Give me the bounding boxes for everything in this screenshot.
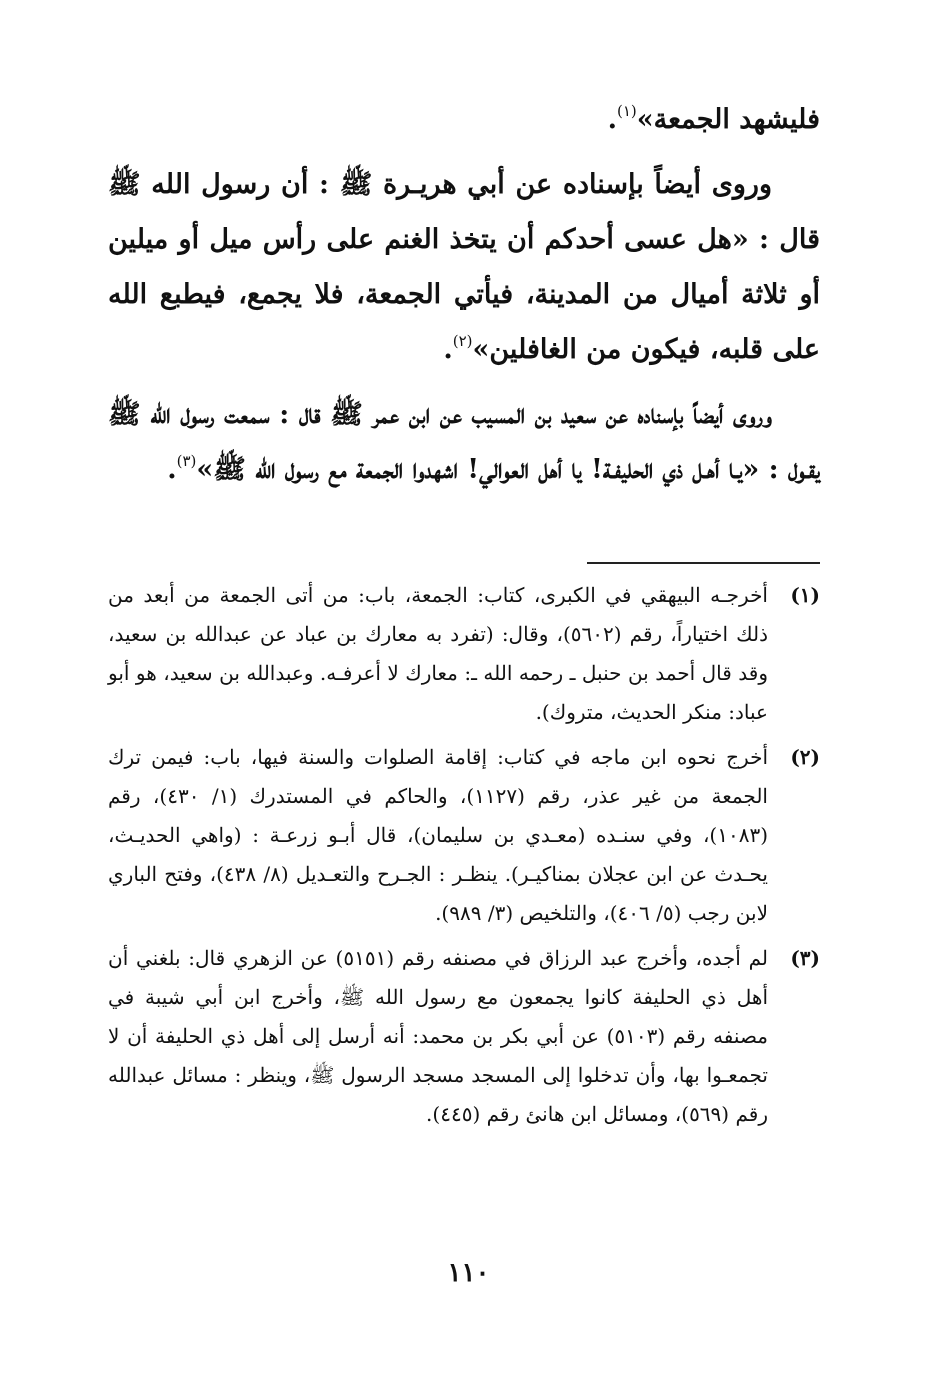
footnote-text: لم أجده، وأخرج عبد الرزاق في مصنفه رقم (٥١٥١) عن الزهري قال: بلغني أن أهل ذي الحليفة كانوا يجمعون مع رسول الله ﷺ، وأخرج ابن أبي شيبة في مصنفه رقم (٥١٠٣) عن أبي بكر بن محمد: أنه أرسل إلى أهل ذي الحليفة أن لا تجمعـوا بها، وأن تدخلوا إلى المسجد مسجد الرسول ﷺ، وينظر : مسائل عبدالله رقم (٥٦٩)، ومسائل ابن هانئ رقم (٤٤٥). <box>108 946 769 1126</box>
paragraph-continuation <box>108 92 820 147</box>
footnote-separator <box>587 562 820 564</box>
footnote-number: (٢) <box>790 745 820 769</box>
footnote-text: أخرج نحوه ابن ماجه في كتاب: إقامة الصلوات والسنة فيها، باب: فيمن ترك الجمعة من غير عذر، رقم (١١٢٧)، والحاكم في المستدرك (١/ ٤٣٠)، رقم (١٠٨٣)، وفي سنـده (معـدي بن سليمان)، قال أبـو زرعـة : (واهي الحديـث، يحـدث عن ابن عجلان بمناكيـر). ينظـر : الجـرح والتعـديل (٨/ ٤٣٨)، وفتح الباري لابن رجب (٥/ ٤٠٦)، والتلخيص (٣/ ٩٨٩). <box>108 745 768 925</box>
footnote-number: (٣) <box>790 946 820 970</box>
footnote-3 <box>108 939 820 1134</box>
paragraph-text: وروى أيضاً بإسناده عن أبي هريـرة ﷺ : أن رسول الله ﷺ قال : «هل عسى أحدكم أن يتخذ الغنم على رأس ميل أو ميلين أو ثلاثة أميال من المدينة، فيأتي الجمعة، فلا يجمع، فيطبع الله على قلبه، فيكون من الغافلين» <box>108 169 820 365</box>
footnote-reference: (٢) <box>452 332 473 350</box>
footnote-number: (١) <box>790 583 820 607</box>
footnote-1 <box>108 576 820 732</box>
main-text <box>108 92 820 497</box>
paragraph-ibn-umar <box>108 387 820 497</box>
footnote-reference: (١) <box>616 102 637 120</box>
paragraph-abu-hurairah <box>108 157 820 377</box>
footnotes <box>108 576 820 1140</box>
footnote-text: أخرجـه البيهقي في الكبرى، كتاب: الجمعة، باب: من أتى الجمعة من أبعد من ذلك اختياراً، رقم (٥٦٠٢)، وقال: (تفرد به معارك بن عباد عن عبدالله بن سعيد، وقد قال أحمد بن حنبل ـ رحمه الله ـ: معارك لا أعرفـه. وعبدالله بن سعيد، هو أبو عباد: منكر الحديث، متروك). <box>108 583 769 724</box>
footnote-reference: (٣) <box>176 452 197 470</box>
paragraph-text: وروى أيضاً بإسناده عن سعيد بن المسيب عن ابن عمر ﷺ قال : سمعت رسول الله ﷺ يقـول : «يـا أهـل ذي الحليفـة! يا أهل العوالي! اشهدوا الجمعة مع رسول الله ﷺ» <box>108 399 820 485</box>
paragraph-end: . <box>443 334 453 365</box>
paragraph-end: . <box>167 454 177 485</box>
footnote-2 <box>108 738 820 933</box>
paragraph-text: فليشهد الجمعة» <box>636 104 820 135</box>
page-number: ١١٠ <box>447 1258 490 1288</box>
paragraph-end: . <box>607 104 617 135</box>
